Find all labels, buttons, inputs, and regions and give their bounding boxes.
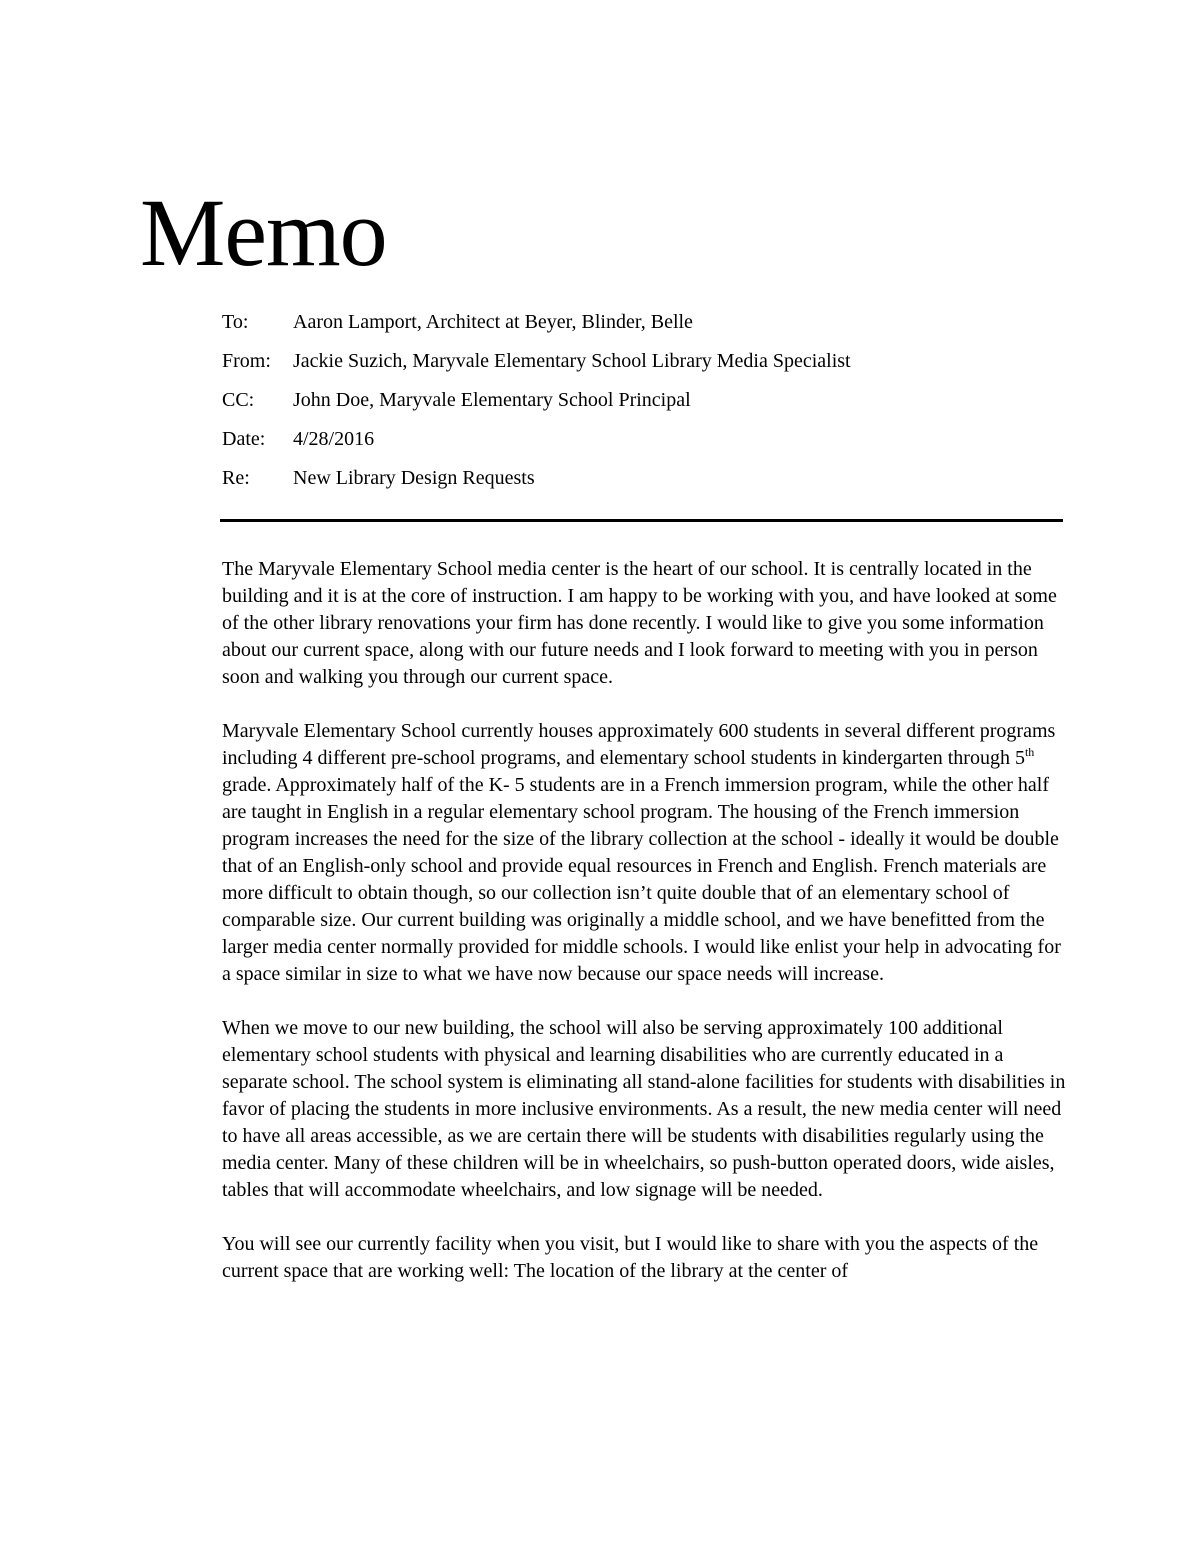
cc-field	[222, 388, 1062, 427]
date-field	[222, 427, 1062, 466]
ordinal-superscript: th	[1024, 745, 1035, 759]
re-field	[222, 466, 1062, 505]
to-field	[222, 310, 1062, 349]
memo-body	[222, 556, 1070, 1312]
paragraph-2-text-start: Maryvale Elementary School currently houses approximately 600 students in several different programs including 4 different pre-school programs, and elementary school students in kindergarten through 5	[222, 720, 1056, 769]
memo-header-fields	[222, 310, 1062, 505]
cc-label: CC:	[222, 389, 255, 411]
date-label: Date:	[222, 428, 266, 450]
paragraph-2-text-end: grade. Approximately half of the K- 5 students are in a French immersion program, while the other half are taught in English in a regular elementary school program. The housing of the French immersion program increases the need for the size of the library collection at the school - ideally it would be double that of an English-only school and provide equal resources in French and English. French materials are more difficult to obtain though, so our collection isn’t quite double that of an elementary school of comparable size. Our current building was originally a middle school, and we have benefitted from the larger media center normally provided for middle schools. I would like enlist your help in advocating for a space similar in size to what we have now because our space needs will increase.	[222, 774, 1061, 985]
header-divider	[220, 519, 1063, 522]
body-paragraph-1: The Maryvale Elementary School media center is the heart of our school. It is centrally located in the building and it is at the core of instruction. I am happy to be working with you, and have looked at some of the other library renovations your firm has done recently. I would like to give you some information about our current space, along with our future needs and I look forward to meeting with you in person soon and walking you through our current space.	[222, 558, 1057, 688]
body-paragraph-3: When we move to our new building, the school will also be serving approximately 100 additional elementary school students with physical and learning disabilities who are currently educated in a separate school. The school system is eliminating all stand-alone facilities for students with disabilities in favor of placing the students in more inclusive environments. As a result, the new media center will need to have all areas accessible, as we are certain there will be students with disabilities regularly using the media center. Many of these children will be in wheelchairs, so push-button operated doors, wide aisles, tables that will accommodate wheelchairs, and low signage will be needed.	[222, 1017, 1066, 1201]
re-label: Re:	[222, 467, 250, 489]
to-value: Aaron Lamport, Architect at Beyer, Blinder, Belle	[293, 311, 693, 333]
from-field	[222, 349, 1062, 388]
re-value: New Library Design Requests	[293, 467, 535, 489]
from-label: From:	[222, 350, 271, 372]
date-value: 4/28/2016	[293, 428, 375, 450]
cc-value: John Doe, Maryvale Elementary School Principal	[293, 389, 691, 411]
body-paragraph-4: You will see our currently facility when you visit, but I would like to share with you the aspects of the current space that are working well: The location of the library at the center of	[222, 1233, 1039, 1282]
to-label: To:	[222, 311, 249, 333]
from-value: Jackie Suzich, Maryvale Elementary School Library Media Specialist	[293, 350, 851, 372]
memo-title: Memo	[140, 179, 387, 286]
body-paragraph-2	[222, 718, 1070, 988]
